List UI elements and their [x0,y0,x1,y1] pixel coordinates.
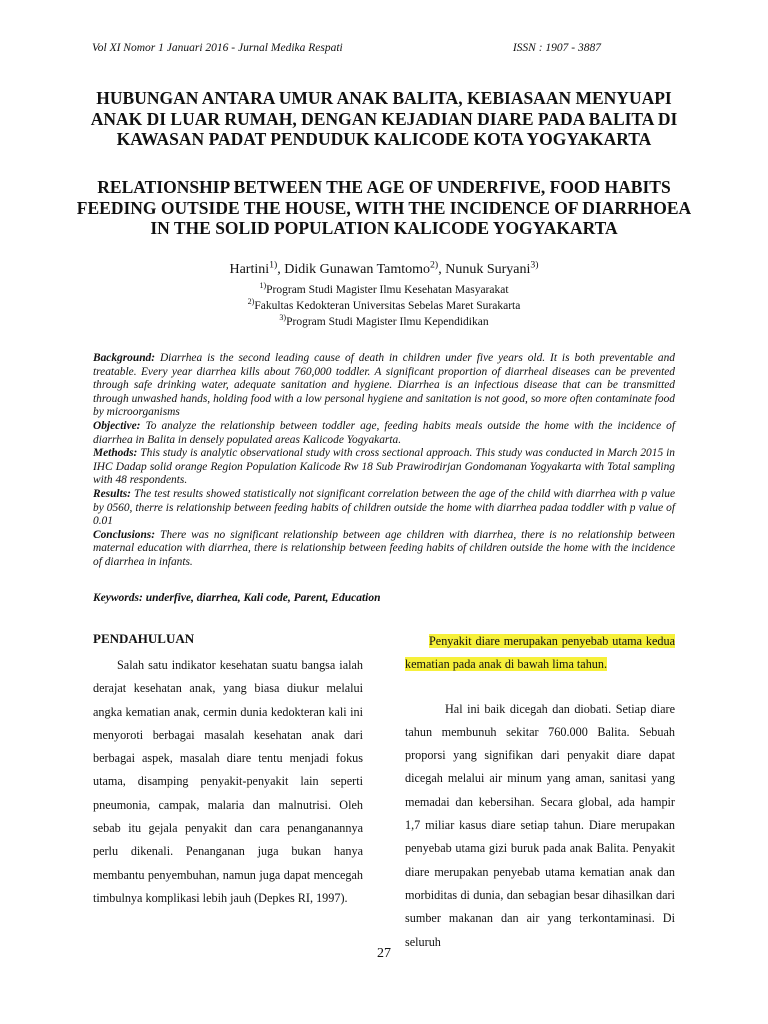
right-column [405,630,675,954]
methods-label: Methods: [93,447,138,460]
abstract-objective [93,420,675,447]
author-name: Didik Gunawan Tamtomo [284,262,431,277]
author-sup: 2) [430,259,439,271]
abstract-results [93,488,675,529]
body-paragraph: Hal ini baik dicegah dan diobati. Setiap diare tahun membunuh sekitar 760.000 Balita. Sebuah proporsi yang signifikan dari penyakit diare dapat dicegah melalui air minum yang aman, sanitasi yang memadai dan kebersihan. Secara global, ada hampir 1,7 miliar kasus diare setiap tahun. Diare merupakan penyebab utama gizi buruk pada anak Balita. Penyakit diare merupakan penyebab utama kematian anak dan morbiditas di dunia, dan sebagian besar dihasilkan dari sumber makanan dan air yang terkontaminasi. Di seluruh [405,701,675,949]
title-english: RELATIONSHIP BETWEEN THE AGE OF UNDERFIVE, FOOD HABITS FEEDING OUTSIDE THE HOUSE, WITH THE INCIDENCE OF DIARRHOEA IN THE SOLID POPULATION KALICODE YOGYAKARTA [76,177,692,238]
affiliation [0,297,768,312]
abstract-background [93,352,675,420]
affiliation-sup: 3) [279,313,287,323]
affiliation-sup: 1) [259,281,267,291]
abstract-conclusions [93,529,675,570]
title-indonesian: HUBUNGAN ANTARA UMUR ANAK BALITA, KEBIASAAN MENYUAPI ANAK DI LUAR RUMAH, DENGAN KEJADIAN DIARE PADA BALITA DI KAWASAN PADAT PENDUDUK KALICODE KOTA YOGYAKARTA [90,88,678,149]
conclusions-text: There was no significant relationship between age children with diarrhea, there is no relationship between maternal education with diarrhea, there is relationship between feeding habits of children outside the home with the incidence of diarrhea in infants. [93,528,675,568]
abstract-methods [93,447,675,488]
body-paragraph: Salah satu indikator kesehatan suatu bangsa ialah derajat kesehatan anak, yang biasa diukur melalui angka kematian anak, cermin dunia kedokteran kali ini menyoroti berbagai masalah kesehatan anak dari berbagai aspek, masalah diare tentu menjadi fokus utama, disamping penyakit-penyakit lain seperti pneumonia, campak, malaria dan malnutrisi. Oleh sebab itu gejala penyakit dan cara penanganannya perlu dikenali. Penanganan juga bukan hanya membantu penyembuhan, namun juga dapat mencegah timbulnya komplikasi lebih jauh (Depkes RI, 1997). [93,658,363,905]
conclusions-label: Conclusions: [93,528,156,541]
highlighted-paragraph [405,630,675,677]
affiliation [0,313,768,328]
objective-text: To analyze the relationship between toddler age, feeding habits meals outside the home with the incidence of diarrhea in Balita in densely populated areas Kalicode Yogyakarta. [93,419,675,446]
page-number: 27 [377,946,391,961]
author-sup: 3) [530,259,539,271]
background-text: Diarrhea is the second leading cause of death in children under five years old. It is both preventable and treatable. Every year diarrhea kills about 760,000 toddler. A significant proportion of diarrheal diseases can be prevented through safe drinking water, adequate sanitation and hygiene. Diarrhea is an infectious disease that can be transmitted through unwashed hands, holding food with a low personal hygiene and sanitation is not good, so more often contaminate food by microorganisms [93,352,675,419]
results-text: The test results showed statistically not significant correlation between the age of the child with diarrhea with p value by 0560, therre is relationship between feeding habits of children outside the home with diarrhea padaa toddler with p value of 0.01 [93,487,675,528]
issn: ISSN : 1907 - 3887 [512,42,601,54]
objective-label: Objective: [93,419,141,432]
journal-info: Vol XI Nomor 1 Januari 2016 - Jurnal Medika Respati [92,42,343,54]
author-sup: 1) [269,259,278,271]
affiliation [0,281,768,296]
section-title: PENDAHULUAN [93,631,195,646]
affiliation-text: Program Studi Magister Ilmu Kesehatan Masyarakat [266,284,509,296]
left-column [93,630,363,910]
author-name: Nunuk Suryani [445,262,531,277]
author-list: Hartini$^{1)}$, Didik Gunawan Tamtomo$^{2)}$, Nunuk Suryani$^{3)}$ [229,259,539,277]
author-name: Hartini [229,262,270,277]
highlighted-text: Penyakit diare merupakan penyebab utama kedua kematian pada anak di bawah lima tahun. [405,634,675,672]
running-header [92,42,676,54]
keywords: Keywords: underfive, diarrhea, Kali code, Parent, Education [93,592,381,604]
results-label: Results: [93,487,131,500]
affiliation-text: Fakultas Kedokteran Universitas Sebelas Maret Surakarta [254,300,521,312]
background-label: Background: [93,352,156,364]
affiliation-text: Program Studi Magister Ilmu Kependidikan [286,316,489,328]
methods-text: This study is analytic observational study with cross sectional approach. This study was conducted in March 2015 in IHC Dadap solid orange Region Population Kalicode Rw 18 Sub Prawirodirjan Gondomanan Yogyakarta with Total sampling with 48 respondents. [93,447,675,487]
abstract [93,352,675,570]
affiliation-sup: 2) [247,297,255,307]
